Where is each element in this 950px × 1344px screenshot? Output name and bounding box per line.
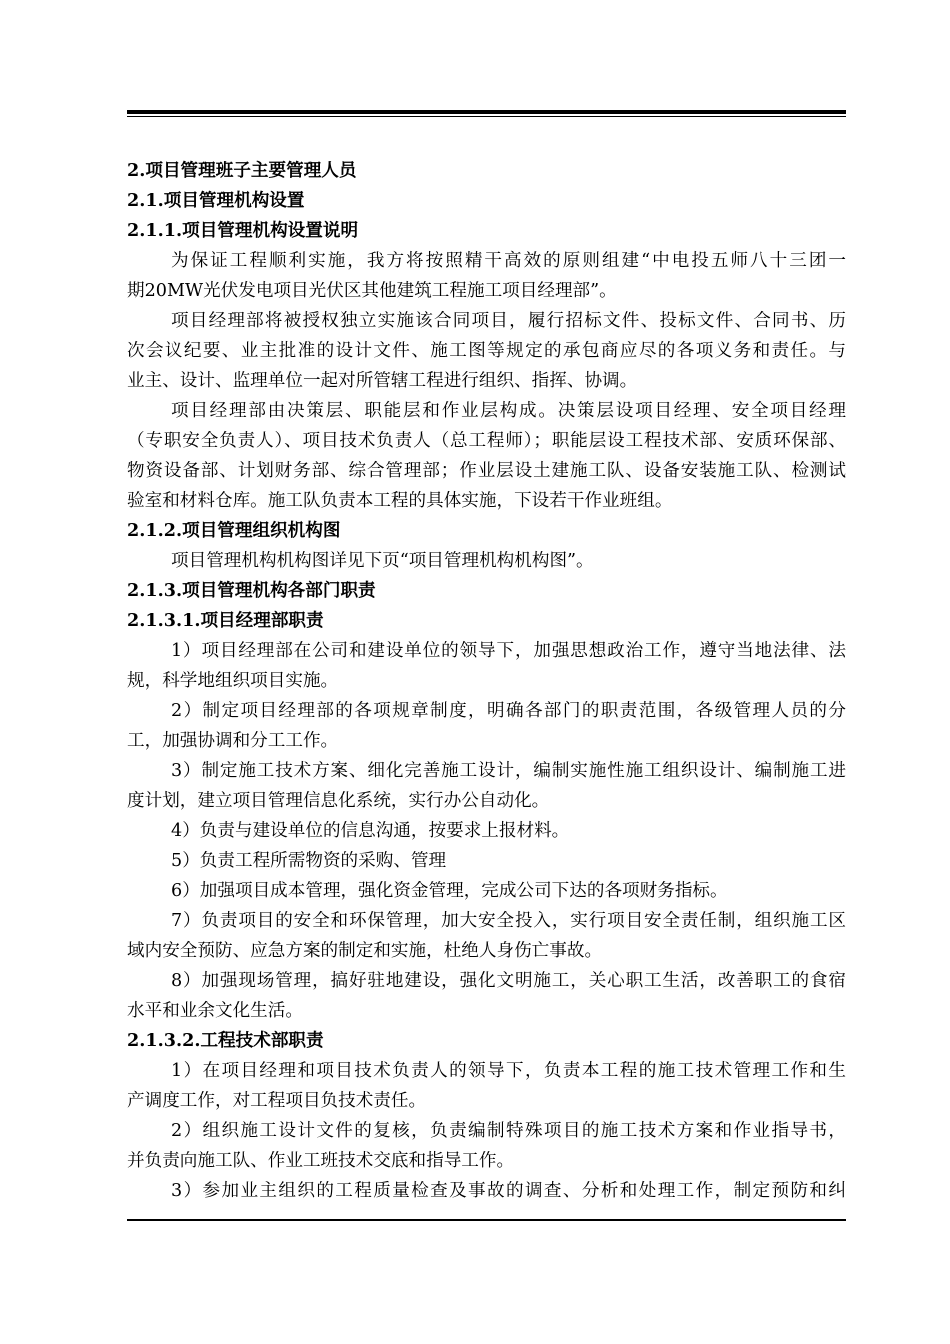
document-body: [127, 156, 846, 1206]
paragraph-line: 业主、设计、监理单位一起对所管辖工程进行组织、指挥、协调。: [127, 371, 638, 391]
list-item-line: 2）制定项目经理部的各项规章制度，明确各部门的职责范围，各级管理人员的分: [171, 701, 846, 721]
heading-2-1-2: 2.1.2.项目管理组织机构图: [127, 520, 341, 541]
heading-2-1-1: 2.1.1.项目管理机构设置说明: [127, 220, 359, 241]
list-item-line: 4）负责与建设单位的信息沟通，按要求上报材料。: [171, 821, 570, 841]
paragraph-line: 物资设备部、计划财务部、综合管理部；作业层设土建施工队、设备安装施工队、检测试: [127, 461, 846, 481]
list-item-line: 水平和业余文化生活。: [127, 1001, 303, 1021]
paragraph-line: 项目经理部将被授权独立实施该合同项目，履行招标文件、投标文件、合同书、历: [171, 311, 846, 331]
list-item-line: 并负责向施工队、作业工班技术交底和指导工作。: [127, 1151, 515, 1171]
heading-2-1: 2.1.项目管理机构设置: [127, 190, 305, 211]
heading-2: 2.项目管理班子主要管理人员: [127, 160, 357, 181]
list-item-line: 1）在项目经理和项目技术负责人的领导下，负责本工程的施工技术管理工作和生: [171, 1061, 846, 1081]
list-item-line: 规，科学地组织项目实施。: [127, 671, 339, 691]
paragraph-line: 项目管理机构机构图详见下页“项目管理机构机构图”。: [171, 551, 594, 571]
paragraph-line: 项目经理部由决策层、职能层和作业层构成。决策层设项目经理、安全项目经理: [171, 401, 846, 421]
paragraph-line: （专职安全负责人）、项目技术负责人（总工程师）；职能层设工程技术部、安质环保部、: [127, 431, 846, 451]
list-item-line: 5）负责工程所需物资的采购、管理: [171, 851, 447, 871]
list-item-line: 3）参加业主组织的工程质量检查及事故的调查、分析和处理工作，制定预防和纠: [171, 1181, 846, 1201]
list-item-line: 度计划，建立项目管理信息化系统，实行办公自动化。: [127, 791, 550, 811]
paragraph-line: 期20MW光伏发电项目光伏区其他建筑工程施工项目经理部”。: [127, 281, 617, 301]
list-item-line: 产调度工作，对工程项目负技术责任。: [127, 1091, 427, 1111]
paragraph-line: 验室和材料仓库。施工队负责本工程的具体实施，下设若干作业班组。: [127, 491, 673, 511]
list-item-line: 8）加强现场管理，搞好驻地建设，强化文明施工，关心职工生活，改善职工的食宿: [171, 971, 846, 991]
list-item-line: 域内安全预防、应急方案的制定和实施，杜绝人身伤亡事故。: [127, 941, 603, 961]
list-item-line: 工，加强协调和分工工作。: [127, 731, 339, 751]
list-item-line: 2）组织施工设计文件的复核，负责编制特殊项目的施工技术方案和作业指导书，: [171, 1121, 846, 1141]
list-item-line: 3）制定施工技术方案、细化完善施工设计，编制实施性施工组织设计、编制施工进: [171, 761, 846, 781]
heading-2-1-3-2: 2.1.3.2.工程技术部职责: [127, 1030, 324, 1051]
heading-2-1-3: 2.1.3.项目管理机构各部门职责: [127, 580, 376, 601]
header-rule: [127, 110, 846, 117]
paragraph-line: 为保证工程顺利实施，我方将按照精干高效的原则组建“中电投五师八十三团一: [171, 251, 846, 271]
heading-2-1-3-1: 2.1.3.1.项目经理部职责: [127, 610, 324, 631]
paragraph-line: 次会议纪要、业主批准的设计文件、施工图等规定的承包商应尽的各项义务和责任。与: [127, 341, 846, 361]
list-item-line: 7）负责项目的安全和环保管理，加大安全投入，实行项目安全责任制，组织施工区: [171, 911, 846, 931]
list-item-line: 6）加强项目成本管理，强化资金管理，完成公司下达的各项财务指标。: [171, 881, 728, 901]
footer-rule: [127, 1219, 846, 1221]
list-item-line: 1）项目经理部在公司和建设单位的领导下，加强思想政治工作，遵守当地法律、法: [171, 641, 846, 661]
